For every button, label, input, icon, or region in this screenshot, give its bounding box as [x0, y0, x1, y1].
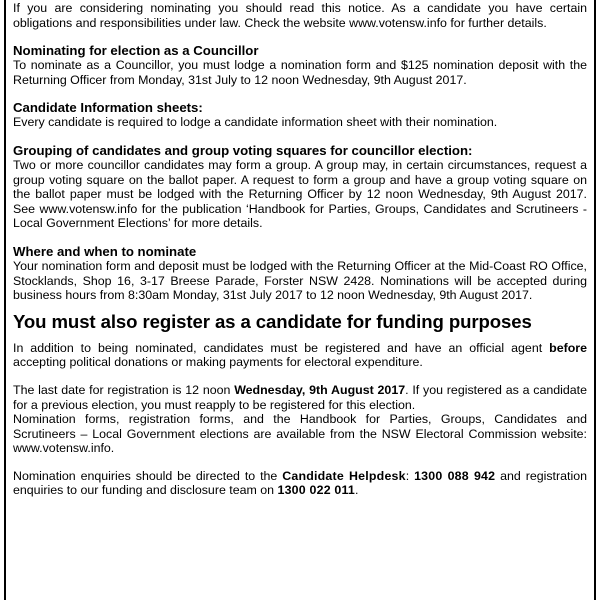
section-heading-candidate-info: Candidate Information sheets:	[13, 100, 203, 116]
funding-p1-text-end: accepting political donations or making payments for electoral expenditure.	[13, 355, 423, 370]
funding-paragraph-1	[13, 341, 587, 370]
section-body-where-when: Your nomination form and deposit must be lodged with the Returning Officer at the Mid-Coast RO Office, Stocklands, Shop 16, 3-17 Breese Parade, Forster NSW 2428. Nominations will be accepted during business hours from 8:30am Monday, 31st July 2017 to 12 noon Wednesday, 9th August 2017.	[13, 258, 587, 303]
funding-p4-colon: :	[405, 468, 415, 483]
nomination-notice	[4, 0, 596, 600]
funding-p1-emphasis: before	[549, 340, 587, 355]
funding-p4-text: Nomination enquiries should be directed to the	[13, 468, 283, 483]
candidate-helpdesk-phone: 1300 088 942	[414, 468, 496, 483]
funding-p4-text-end: .	[355, 483, 359, 498]
intro-paragraph: If you are considering nominating you should read this notice. As a candidate you have certain obligations and responsibilities under law. Check the website www.votensw.info for further details.	[13, 1, 587, 30]
funding-paragraph-2	[13, 383, 587, 412]
section-body-candidate-info: Every candidate is required to lodge a candidate information sheet with their nomination.	[13, 115, 498, 130]
funding-disclosure-phone: 1300 022 011	[277, 483, 356, 498]
funding-p2-text-end: . If you registered as a candidate for a previous election, you must reapply to be registered for this election.	[13, 382, 588, 412]
funding-paragraph-3: Nomination forms, registration forms, and the Handbook for Parties, Groups, Candidates and Scrutineers – Local Government elections are available from the NSW Electoral Commission website: www.votensw.info.	[13, 412, 587, 456]
candidate-helpdesk-label: Candidate Helpdesk	[282, 468, 406, 483]
funding-heading: You must also register as a candidate for funding purposes	[13, 310, 532, 332]
section-body-grouping: Two or more councillor candidates may form a group. A group may, in certain circumstances, request a group voting square on the ballot paper. A request to form a group and have a group voting square on the ballot paper must be lodged with the Returning Officer by 12 noon Wednesday, 9th August 2017. See www.votensw.info for the publication ‘Handbook for Parties, Groups, Candidates and Scrutineers - Local Government Elections’ for more details.	[13, 157, 587, 231]
section-heading-grouping: Grouping of candidates and group voting squares for councillor election:	[13, 142, 473, 158]
funding-p2-text: The last date for registration is 12 noon	[13, 382, 235, 397]
funding-paragraph-4	[13, 469, 587, 498]
funding-p4-text-mid: and registration enquiries to our funding and disclosure team on	[13, 468, 587, 498]
section-heading-where-when: Where and when to nominate	[13, 243, 197, 259]
section-body-nominating: To nominate as a Councillor, you must lodge a nomination form and $125 nomination deposit with the Returning Officer from Monday, 31st July to 12 noon Wednesday, 9th August 2017.	[13, 58, 587, 87]
funding-p1-text: In addition to being nominated, candidates must be registered and have an official agent	[13, 340, 550, 355]
section-heading-nominating: Nominating for election as a Councillor	[13, 43, 259, 59]
funding-p2-date: Wednesday, 9th August 2017	[234, 382, 406, 397]
